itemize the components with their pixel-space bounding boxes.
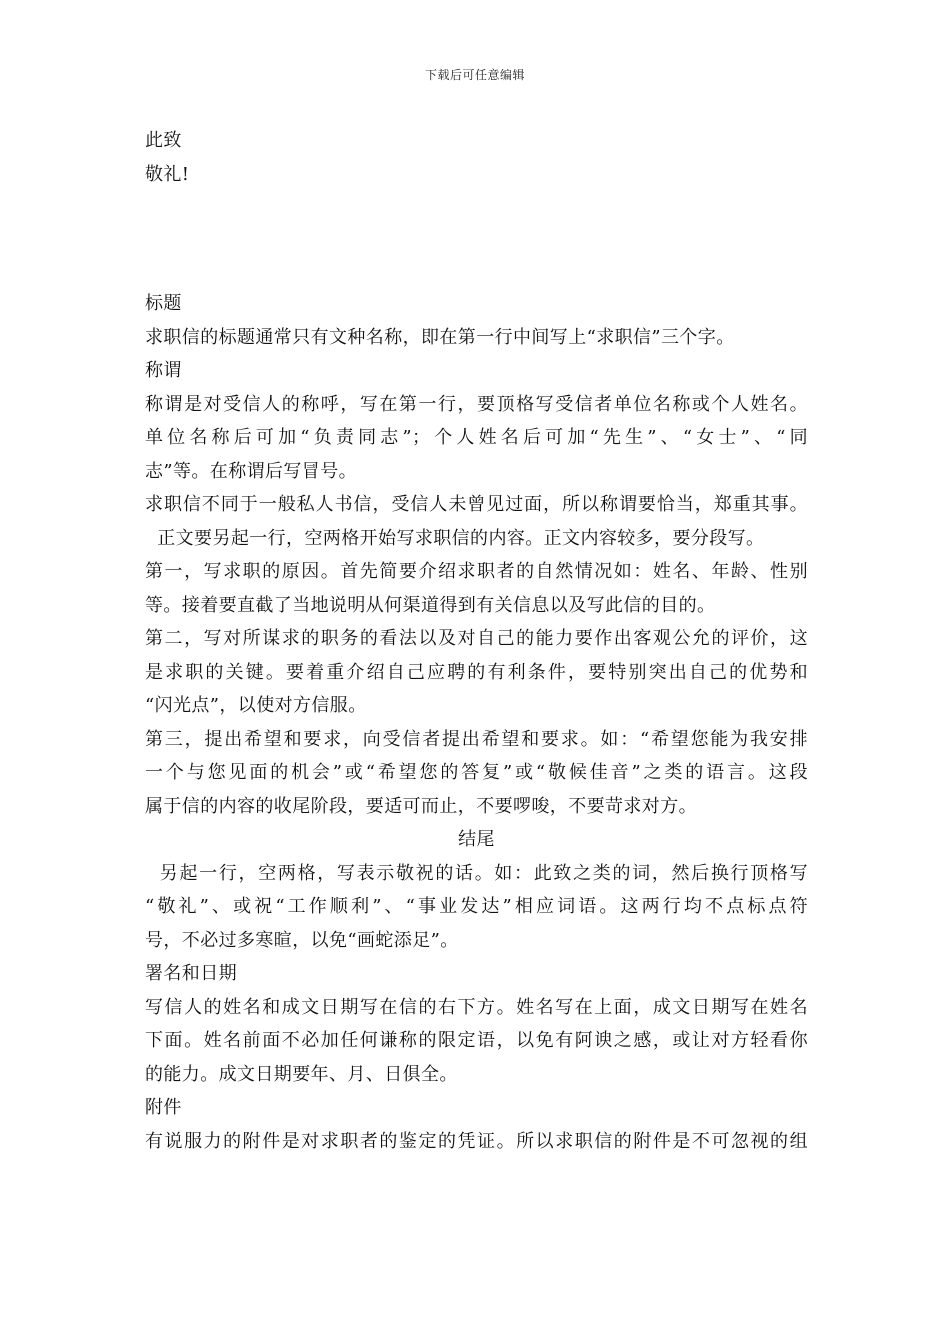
salutation-line-3: 志”等。在称谓后写冒号。 — [145, 460, 358, 482]
point-1-line-1: 第一，写求职的原因。首先简要介绍求职者的自然情况如：姓名、年龄、性别 — [145, 561, 808, 582]
signature-line-1: 写信人的姓名和成文日期写在信的右下方。姓名写在上面，成文日期写在姓名 — [145, 996, 808, 1018]
title-heading: 标题 — [145, 293, 182, 314]
attachment-heading: 附件 — [145, 1097, 182, 1118]
point-3-line-2: 一个与您见面的机会”或“希望您的答复”或“敬候佳音”之类的语言。这段 — [145, 762, 808, 783]
ending-line-1: 另起一行，空两格，写表示敬祝的话。如：此致之类的词，然后换行顶格写 — [145, 862, 808, 884]
page-header-note: 下载后可任意编辑 — [424, 68, 525, 82]
signature-line-3: 的能力。成文日期要年、月、日俱全。 — [145, 1063, 458, 1085]
salutation-line-1: 称谓是对受信人的称呼，写在第一行，要顶格写受信者单位名称或个人姓名。 — [145, 393, 808, 415]
document-body — [145, 124, 808, 1158]
body-intro: 正文要另起一行，空两格开始写求职信的内容。正文内容较多，要分段写。 — [145, 527, 765, 549]
salutation-line-2: 单位名称后可加“负责同志”；个人姓名后可加“先生”、“女士”、“同 — [145, 427, 808, 448]
point-3-line-1: 第三，提出希望和要求，向受信者提出希望和要求。如：“希望您能为我安排 — [145, 728, 808, 750]
signature-line-2: 下面。姓名前面不必加任何谦称的限定语，以免有阿谀之感，或让对方轻看你 — [145, 1030, 808, 1051]
salutation-line-4: 求职信不同于一般私人书信，受信人未曾见过面，所以称谓要恰当，郑重其事。 — [145, 494, 808, 515]
closing-line-2: 敬礼! — [145, 163, 190, 185]
point-2-line-2: 是求职的关键。要着重介绍自己应聘的有利条件，要特别突出自己的优势和 — [145, 661, 808, 683]
point-2-line-1: 第二，写对所谋求的职务的看法以及对自己的能力要作出客观公允的评价，这 — [145, 628, 808, 649]
point-2-line-3: “闪光点”，以使对方信服。 — [145, 695, 367, 716]
ending-heading: 结尾 — [458, 829, 495, 850]
closing-line-1: 此致 — [145, 130, 182, 151]
ending-line-3: 号，不必过多寒暄，以免“画蛇添足”。 — [145, 929, 459, 951]
ending-line-2: “敬礼”、或祝“工作顺利”、“事业发达”相应词语。这两行均不点标点符 — [145, 896, 808, 917]
title-body: 求职信的标题通常只有文种名称，即在第一行中间写上“求职信”三个字。 — [145, 326, 735, 348]
attachment-line-1: 有说服力的附件是对求职者的鉴定的凭证。所以求职信的附件是不可忽视的组 — [145, 1130, 808, 1152]
point-3-line-3: 属于信的内容的收尾阶段，要适可而止，不要啰唆，不要苛求对方。 — [145, 795, 697, 817]
signature-heading: 署名和日期 — [145, 963, 237, 984]
point-1-line-2: 等。接着要直截了当地说明从何渠道得到有关信息以及写此信的目的。 — [145, 594, 716, 616]
blank-gap — [145, 191, 808, 287]
salutation-heading: 称谓 — [145, 360, 182, 381]
